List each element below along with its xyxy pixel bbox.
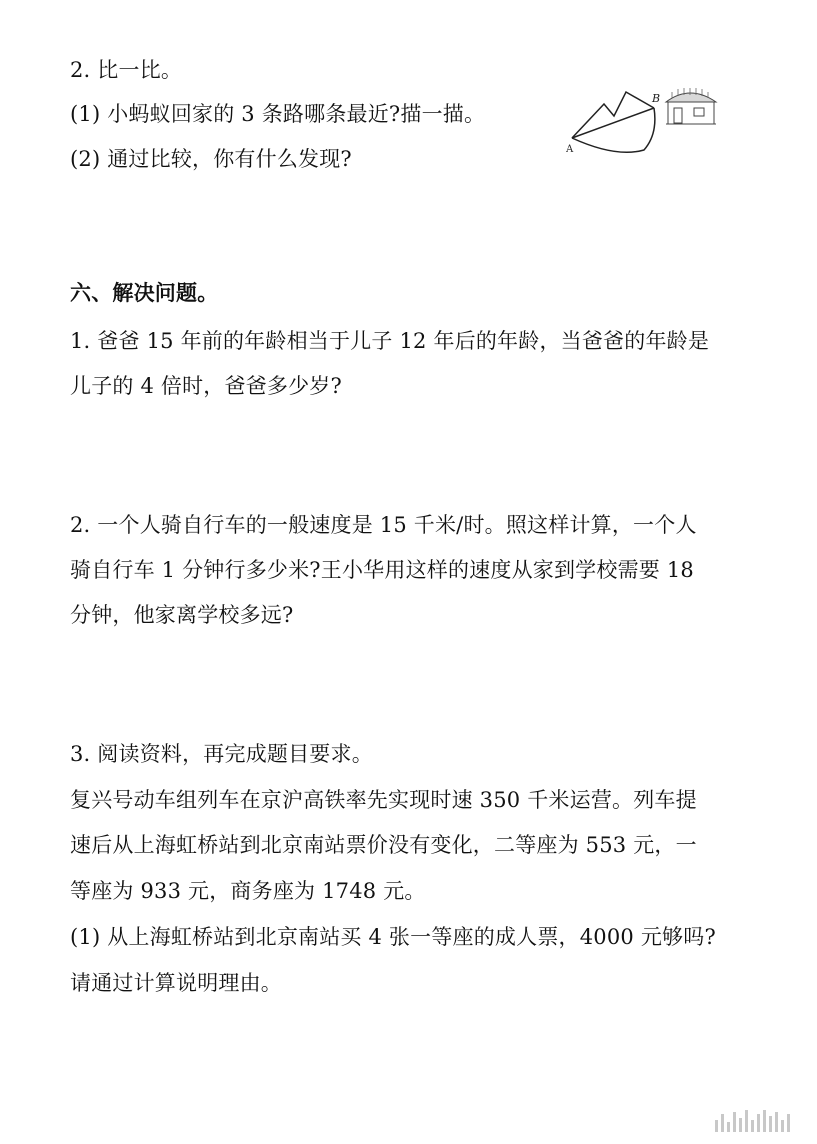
- problem2-line3: 分钟，他家离学校多远?: [70, 603, 294, 627]
- q2-part2-text: (2) 通过比较，你有什么发现?: [70, 147, 352, 171]
- label-b: B: [652, 92, 661, 105]
- path-top: [572, 92, 654, 138]
- problem3-line3: 等座为 933 元，商务座为 1748 元。: [70, 879, 426, 903]
- problem1-line1: 1. 爸爸 15 年前的年龄相当于儿子 12 年后的年龄，当爸爸的年龄是: [70, 329, 710, 353]
- label-a: A: [566, 144, 574, 155]
- path-middle: [572, 108, 654, 138]
- problem3-line1: 复兴号动车组列车在京沪高铁率先实现时速 350 千米运营。列车提: [70, 788, 697, 812]
- problem2-line1: 2. 一个人骑自行车的一般速度是 15 千米/时。照这样计算，一个人: [70, 513, 697, 537]
- problem3-title: 3. 阅读资料，再完成题目要求。: [70, 742, 373, 766]
- problem3-line2: 速后从上海虹桥站到北京南站票价没有变化，二等座为 553 元，一: [70, 833, 697, 857]
- ant-path-figure: [566, 86, 722, 164]
- q2-part1-text: (1) 小蚂蚁回家的 3 条路哪条最近?描一描。: [70, 102, 486, 126]
- barcode-watermark-icon: [715, 1110, 795, 1132]
- problem2-line2: 骑自行车 1 分钟行多少米?王小华用这样的速度从家到学校需要 18: [70, 558, 694, 582]
- problem3-sub1-line1: (1) 从上海虹桥站到北京南站买 4 张一等座的成人票，4000 元够吗?: [70, 925, 716, 949]
- q2-compare-title: 2. 比一比。: [70, 58, 183, 82]
- house-icon: [666, 88, 716, 124]
- section6-heading: 六、解决问题。: [70, 281, 219, 305]
- problem3-sub1-line2: 请通过计算说明理由。: [70, 971, 282, 995]
- problem1-line2: 儿子的 4 倍时，爸爸多少岁?: [70, 374, 342, 398]
